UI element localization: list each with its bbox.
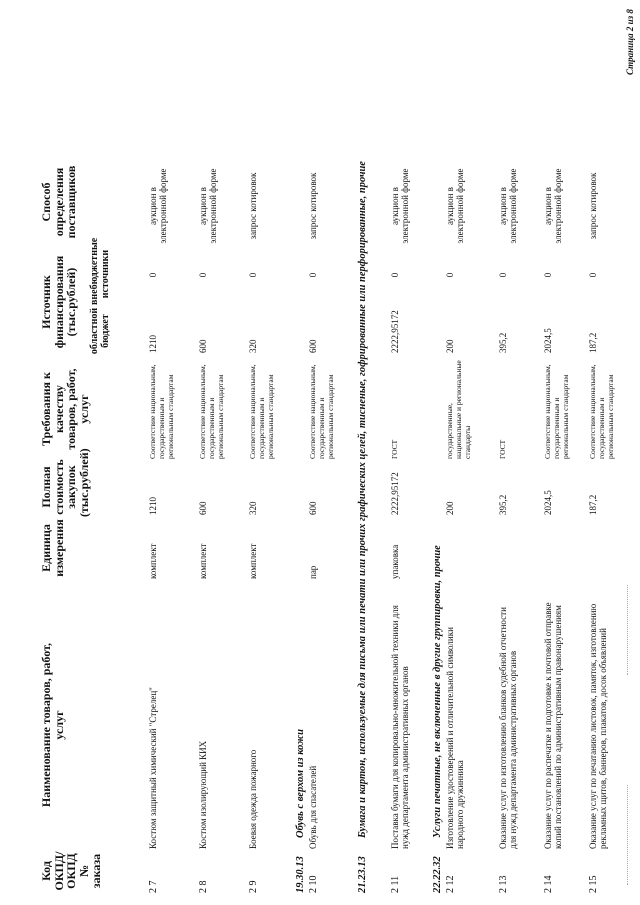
row-cost: 395,2 (498, 494, 508, 515)
row-extrabudget: 0 (248, 272, 258, 278)
row-method: аукцион в электронной форме (543, 168, 564, 244)
row-method: аукцион в электронной форме (498, 168, 519, 244)
row-requirements: Соответствие национальным, государственным и региональным стандартам (248, 364, 275, 459)
row-regional: 1210 (148, 335, 158, 353)
group-name: Услуги печатные, не включенные в другие группировки, прочие (432, 545, 443, 838)
row-cost: 2222,95172 (390, 472, 400, 515)
row-regional: 600 (308, 339, 318, 353)
row-extrabudget: 0 (148, 272, 158, 278)
row-name: Обувь для спасателей (308, 765, 318, 849)
row-requirements: государственные, национальные и региональные стандарты (445, 360, 472, 459)
row-cost: 1210 (148, 497, 158, 515)
group-name: Бумага и картон, используемые для письма или печати или прочих графических целей, тисненые, гофрированные или перфорированные, прочие (357, 161, 368, 838)
row-method: аукцион в электронной форме (390, 168, 411, 244)
page-number: Страница 2 из 8 (625, 9, 635, 75)
row-regional: 395,2 (498, 332, 508, 353)
row-name: Оказание услуг по печатанию листовок, памяток, изготовлению рекламных щитов, баннеров, плакатов, досок объявлений (588, 603, 609, 849)
row-cost: 600 (198, 501, 208, 515)
row-requirements: ГОСТ (498, 439, 507, 459)
row-regional: 600 (198, 339, 208, 353)
row-unit: комплект (198, 543, 208, 579)
row-name: Изготовление удостоверений и отличительной символики народного дружинника (445, 627, 466, 849)
row-code: 2 14 (543, 875, 554, 893)
row-cost: 600 (308, 501, 318, 515)
header-unit: Единица измерения (39, 519, 66, 577)
row-cost: 187,2 (588, 494, 598, 515)
row-regional: 320 (248, 339, 258, 353)
row-cost: 2024,5 (543, 490, 553, 515)
row-method: запрос котировок (248, 172, 258, 240)
row-unit: комплект (148, 543, 158, 579)
group-code: 22.22.32 (432, 856, 443, 893)
row-requirements: Соответствие национальным, государственным и региональным стандартам (588, 364, 615, 459)
row-regional: 2222,95172 (390, 310, 400, 353)
row-method: аукцион в электронной форме (445, 168, 466, 244)
row-unit: упаковка (390, 544, 400, 579)
row-regional: 200 (445, 339, 455, 353)
row-name: Боевая одежда пожарного (248, 749, 258, 849)
row-requirements: Соответствие национальным, государственным и региональным стандартам (198, 364, 225, 459)
header-cost: Полная стоимость закупок (тыс.рублей) (39, 448, 91, 517)
header-financing: Источник финансирования (тыс.рублей) (39, 255, 79, 349)
row-cost: 200 (445, 501, 455, 515)
row-regional: 187,2 (588, 332, 598, 353)
header-name: Наименование товаров, работ, услуг (39, 642, 66, 808)
row-code: 2 11 (390, 875, 401, 893)
group-code: 21.23.13 (357, 856, 368, 893)
row-extrabudget: 0 (308, 272, 318, 278)
row-extrabudget: 0 (390, 272, 400, 278)
group-code: 19.30.13 (295, 856, 306, 893)
row-extrabudget: 0 (588, 272, 598, 278)
header-method: Способ определения поставщиков (39, 165, 79, 239)
row-code: 2 12 (445, 875, 456, 893)
row-method: аукцион в электронной форме (148, 168, 169, 244)
row-method: аукцион в электронной форме (198, 168, 219, 244)
row-code: 2 8 (198, 880, 209, 893)
row-cost: 320 (248, 501, 258, 515)
row-method: запрос котировок (588, 172, 598, 240)
row-unit: комплект (248, 543, 258, 579)
row-name: Оказание услуг по изготовлению бланков судебной отчетности для нужд департамента административных органов (498, 607, 519, 849)
row-code: 2 15 (588, 875, 599, 893)
row-code: 2 7 (148, 880, 159, 893)
row-name: Костюм изолирующий КИХ (198, 740, 208, 849)
row-requirements: ГОСТ (390, 439, 399, 459)
header-extrabudget: внебюджетные источники (89, 237, 111, 305)
row-extrabudget: 0 (543, 272, 553, 278)
header-requirements: Требования к качеству товаров, работ, услуг (39, 368, 91, 450)
row-method: запрос котировок (308, 172, 318, 240)
row-unit: пар (308, 565, 318, 579)
row-name: Оказание услуг по распечатке и подготовке к почтовой отправке копий постановлений по административным правонарушениям (543, 602, 564, 849)
row-regional: 2024,5 (543, 328, 553, 353)
faint-footer-mark (627, 585, 632, 675)
row-requirements: Соответствие национальным, государственным и региональным стандартам (308, 364, 335, 459)
row-extrabudget: 0 (198, 272, 208, 278)
row-requirements: Соответствие национальным, государственным и региональным стандартам (148, 364, 175, 459)
row-requirements: Соответствие национальным, государственным и региональным стандартам (543, 364, 570, 459)
header-regional: областной бюджет (89, 307, 111, 355)
row-code: 2 10 (308, 875, 319, 893)
row-name: Поставка бумаги для копировально-множительной техники для нужд департамента административных органов (390, 605, 411, 849)
group-name: Обувь с верхом из кожи (295, 729, 306, 838)
row-extrabudget: 0 (498, 272, 508, 278)
row-extrabudget: 0 (445, 272, 455, 278)
row-code: 2 9 (248, 880, 259, 893)
faint-footer-mark (627, 785, 632, 885)
row-code: 2 13 (498, 875, 509, 893)
row-name: Костюм защитный химический "Стрелец" (148, 687, 158, 849)
header-code: Код ОКПД/ ОКПД № заказа (39, 851, 104, 891)
